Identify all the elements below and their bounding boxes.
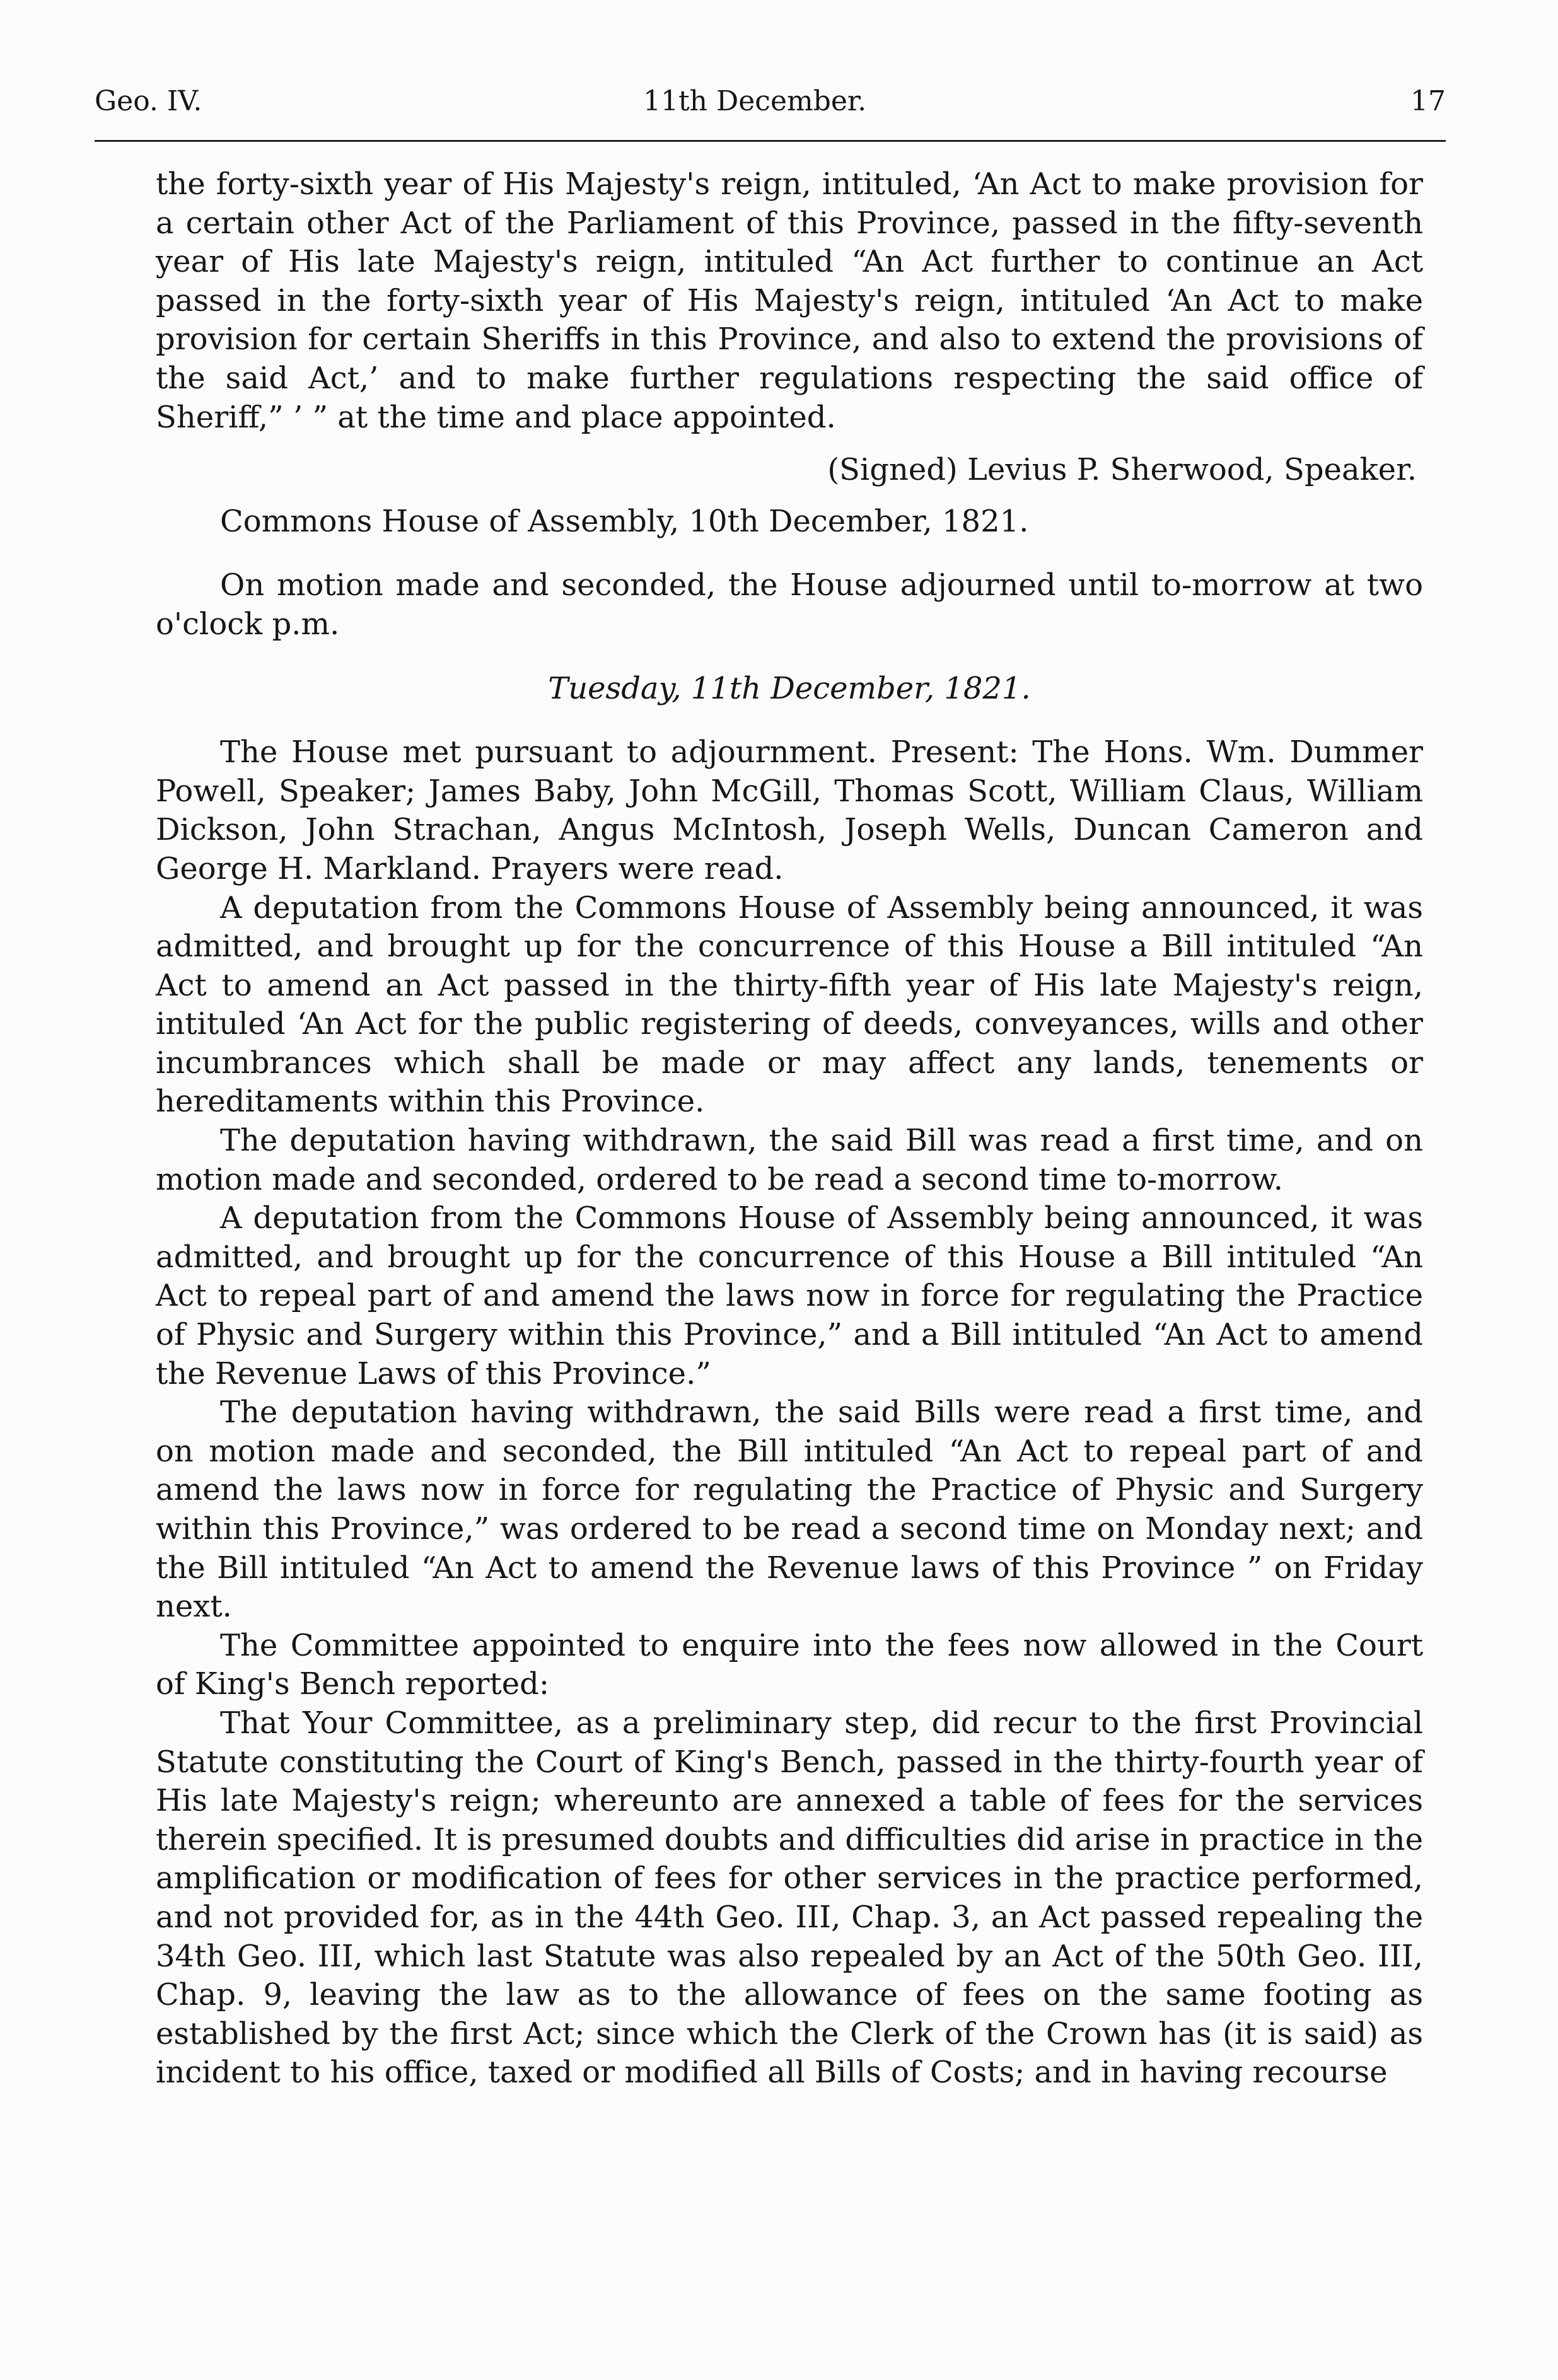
assembly-dateline: Commons House of Assembly, 10th December, 1821. bbox=[220, 503, 1029, 539]
header-reign: Geo. IV. bbox=[95, 85, 202, 117]
header-rule bbox=[95, 140, 1446, 142]
signature-line: (Signed) Levius P. Sherwood, Speaker. bbox=[827, 452, 1417, 488]
page-number: 17 bbox=[1410, 85, 1446, 117]
paragraph-first-reading: The deputation having withdrawn, the said Bill was read a first time, and on motion made and seconded, ordered to be read a second time to-morrow. bbox=[156, 1123, 1423, 1197]
session-dateline: Tuesday, 11th December, 1821. bbox=[548, 670, 1031, 706]
paragraph-bills-scheduled: The deputation having withdrawn, the said Bills were read a first time, and on motion made and seconded, the Bill intituled “An Act to repeal part of and amend the laws now in force for regulating the Practice of Physic and Surgery within this Province,” was ordered to be read a second time on Monday next; and the Bill intituled “An Act to amend the Revenue laws of this Province ” on Friday next. bbox=[156, 1395, 1423, 1625]
running-header bbox=[95, 85, 1446, 123]
header-date: 11th December. bbox=[643, 85, 867, 117]
body-text bbox=[156, 165, 1423, 2093]
paragraph-adjournment: On motion made and seconded, the House adjourned until to-morrow at two o'clock p.m. bbox=[156, 567, 1423, 642]
paragraph-committee-report: The Committee appointed to enquire into the fees now allowed in the Court of King's Bench reported: bbox=[156, 1627, 1423, 1702]
paragraph-attendance: The House met pursuant to adjournment. Present: The Hons. Wm. Dummer Powell, Speaker; James Baby, John McGill, Thomas Scott, William Claus, William Dickson, John Strachan, Angus McIntosh, Joseph Wells, Duncan Cameron and George H. Markland. Prayers were read. bbox=[156, 734, 1423, 886]
paragraph-deputation-physic-revenue-bills: A deputation from the Commons House of Assembly being announced, it was admitted, and brought up for the concurrence of this House a Bill intituled “An Act to repeal part of and amend the laws now in force for regulating the Practice of Physic and Surgery within this Province,” and a Bill intituled “An Act to amend the Revenue Laws of this Province.” bbox=[156, 1200, 1423, 1391]
paragraph-deputation-registry-bill: A deputation from the Commons House of Assembly being announced, it was admitted, and brought up for the concurrence of this House a Bill intituled “An Act to amend an Act passed in the thirty-fifth year of His late Majesty's reign, intituled ‘An Act for the public registering of deeds, conveyances, wills and other incumbrances which shall be made or may affect any lands, tenements or hereditaments within this Province. bbox=[156, 890, 1423, 1120]
paragraph-committee-findings: That Your Committee, as a preliminary step, did recur to the first Provincial Statute constituting the Court of King's Bench, passed in the thirty-fourth year of His late Majesty's reign; whereunto are annexed a table of fees for the services therein specified. It is presumed doubts and difficulties did arise in practice in the amplification or modification of fees for other services in the practice performed, and not provided for, as in the 44th Geo. III, Chap. 3, an Act passed repealing the 34th Geo. III, which last Statute was also repealed by an Act of the 50th Geo. III, Chap. 9, leaving the law as to the allowance of fees on the same footing as established by the first Act; since which the Clerk of the Crown has (it is said) as incident to his office, taxed or modified all Bills of Costs; and in having recourse bbox=[156, 1705, 1423, 2091]
paragraph-continued-act: the forty-sixth year of His Majesty's reign, intituled, ‘An Act to make provision for a certain other Act of the Parliament of this Province, passed in the fifty-seventh year of His late Majesty's reign, intituled “An Act further to continue an Act passed in the forty-sixth year of His Majesty's reign, intituled ‘An Act to make provision for certain Sheriffs in this Province, and also to extend the provisions of the said Act,’ and to make further regulations respecting the said office of Sheriff,” ’ ” at the time and place appointed. bbox=[156, 166, 1423, 435]
